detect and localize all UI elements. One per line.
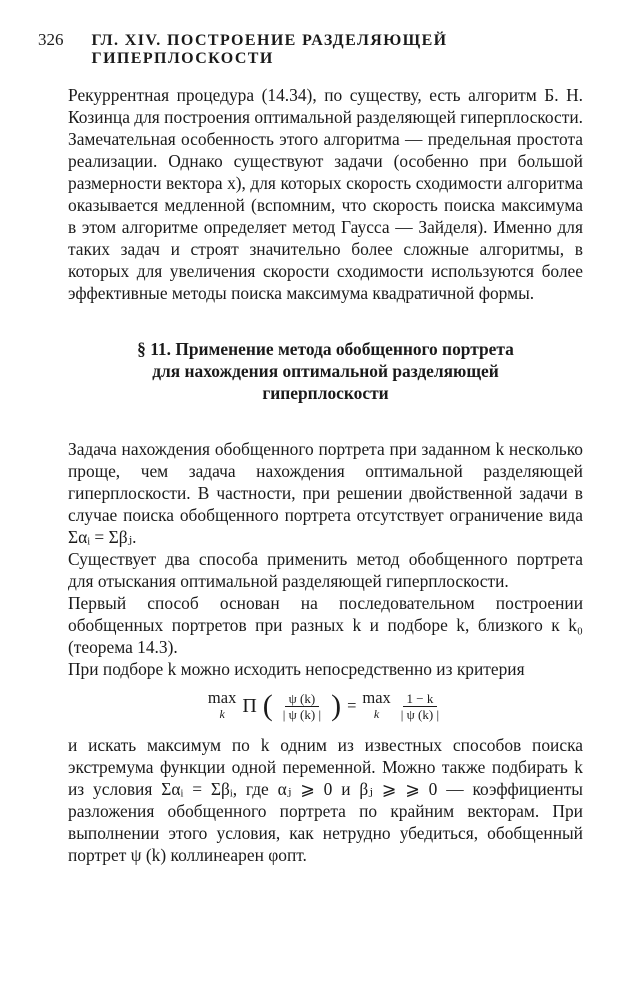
max-operator: max k <box>362 688 391 721</box>
paragraph: Замечательная особенность этого алгоритма — предельная простота реализации. Однако существуют задачи (особенно при большой размерности вектора x), для которых скорость сходимости алгоритма оказывается медленной (вспомним, что скорость поиска максимума в этом алгоритме определяет метод Гаусса — Зайделя). Именно для таких задач и строят значительно более сложные алгоритмы, в которых для увеличения скорости сходимости используются более эффективные методы поиска максимума квадратичной формы. <box>68 129 583 303</box>
paragraph: При подборе k можно исходить непосредственно из критерия <box>68 659 525 679</box>
paragraph: Существует два способа применить метод обобщенного портрета для отыскания оптимальной разделяющей гиперплоскости. <box>68 549 583 591</box>
criterion-formula: max k Π ( $\frac{\psi (k)}{| \psi (k) |}$ ) = max k $\frac{1 - k}{| \psi (k) |}$ <box>68 690 583 722</box>
running-title: ГЛ. XIV. ПОСТРОЕНИЕ РАЗДЕЛЯЮЩЕЙ ГИПЕРПЛОСКОСТИ <box>91 32 448 67</box>
running-header <box>38 30 584 68</box>
paragraph: Задача нахождения обобщенного портрета при заданном k несколько проще, чем задача нахождения оптимальной разделяющей гиперплоскости. В частности, при решении двойственной задачи в случае поиска обобщенного портрета отсутствует ограничение вида Σαᵢ = Σβⱼ. <box>68 439 583 547</box>
right-fraction: $\frac{1 - k}{| \psi (k) |}$ <box>400 690 440 722</box>
section-heading-line: § 11. Применение метода обобщенного портрета <box>137 339 514 359</box>
equals-sign: = <box>347 696 357 715</box>
page-body <box>68 84 583 866</box>
left-fraction: $\frac{\psi (k)}{| \psi (k) |}$ <box>282 690 322 722</box>
section-heading-line: гиперплоскости <box>262 383 389 403</box>
paragraph: и искать максимум по k одним из известных способов поиска экстремума функции одной переменной. Можно также подбирать k из условия Σαᵢ = Σβᵢ, где αⱼ ⩾ 0 и βⱼ ⩾ ⩾ 0 — коэффициенты разложения обобщенного портрета по крайним векторам. При выполнении этого условия, как нетрудно убедиться, обобщенный портрет ψ (k) коллинеарен φопт. <box>68 735 583 865</box>
paragraph: Первый способ основан на последовательном построении обобщенных портретов при разных k и подборе k, близкого к k₀ (теорема 14.3). <box>68 593 583 657</box>
product-symbol: Π <box>242 695 257 717</box>
section-heading-line: для нахождения оптимальной разделяющей <box>152 361 499 381</box>
section-heading <box>68 338 583 404</box>
paragraph: Рекуррентная процедура (14.34), по существу, есть алгоритм Б. Н. Козинца для построения оптимальной разделяющей гиперплоскости. <box>68 85 583 127</box>
page-number: 326 <box>38 30 64 49</box>
max-operator: max k <box>207 688 237 721</box>
